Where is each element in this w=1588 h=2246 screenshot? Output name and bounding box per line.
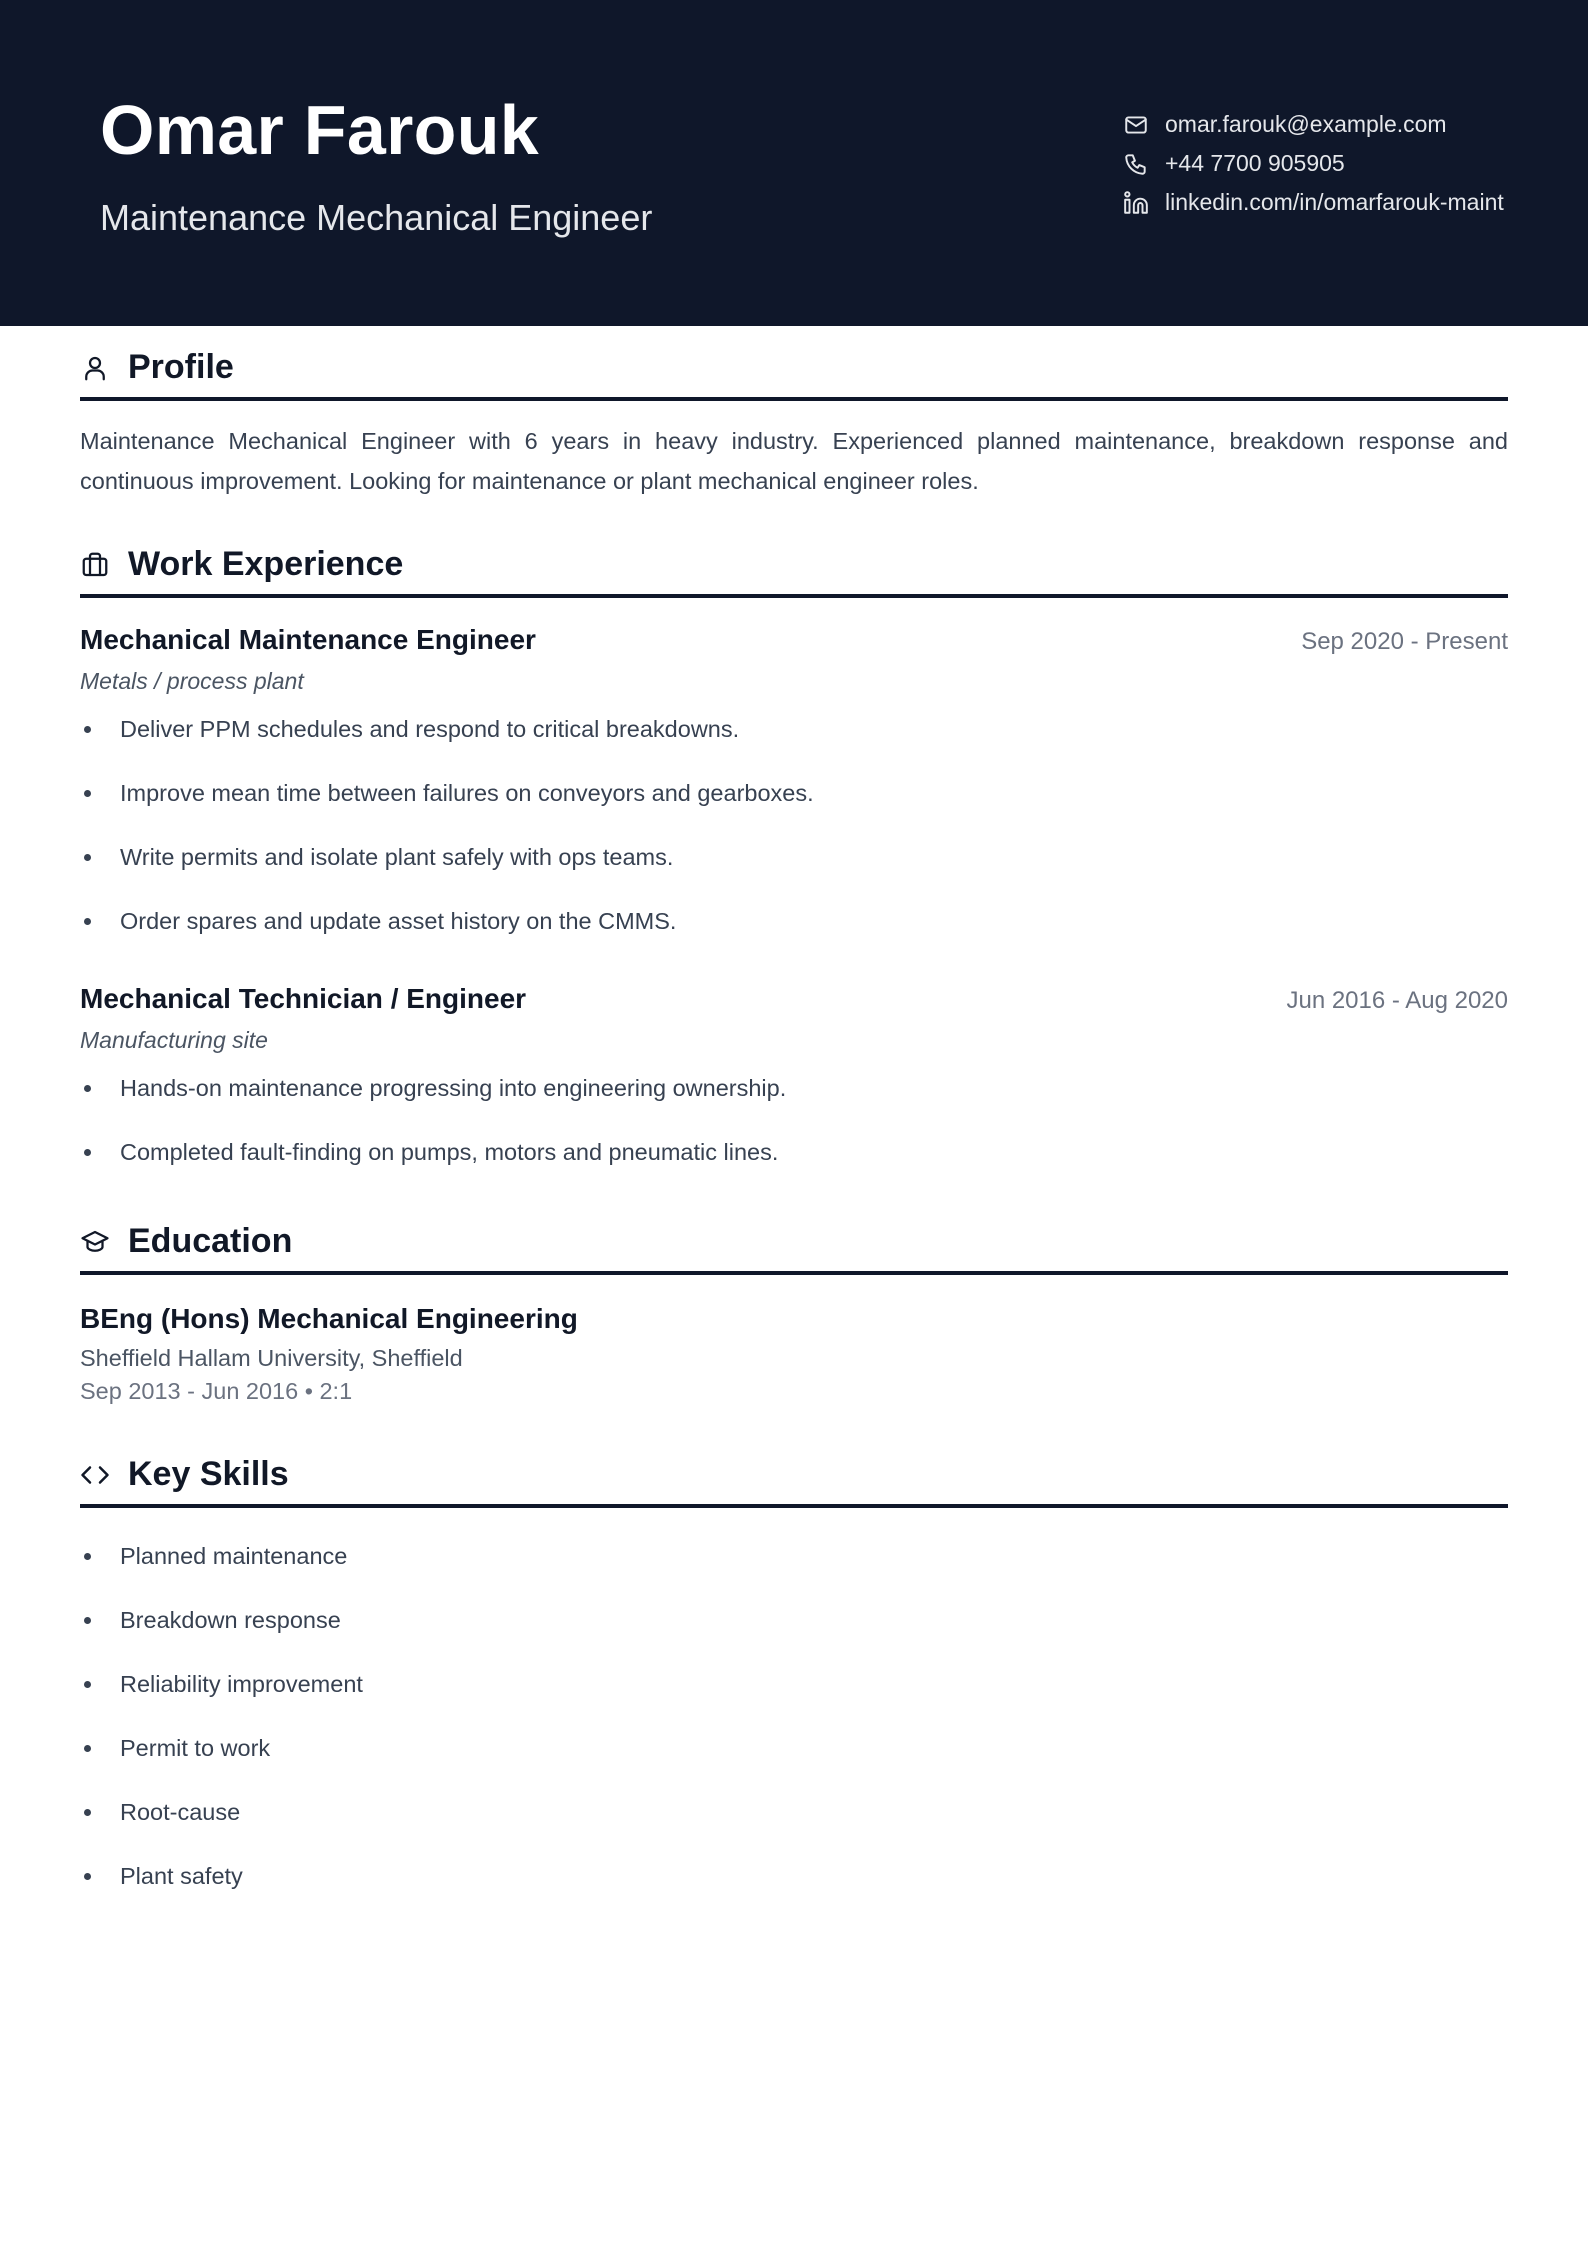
mail-icon [1123,112,1149,138]
contact-phone[interactable] [1123,144,1504,183]
skills-title: Key Skills [128,1455,289,1493]
code-icon [80,1460,110,1490]
linkedin-icon [1123,190,1149,216]
list-item: Write permits and isolate plant safely with ops teams. [80,841,1508,905]
job-dates: Sep 2020 - Present [1301,628,1508,655]
job-dates: Jun 2016 - Aug 2020 [1286,987,1508,1014]
list-item: Reliability improvement [80,1668,1508,1732]
contact-email[interactable] [1123,105,1504,144]
experience-section [80,545,1508,1200]
list-item: Planned maintenance [80,1540,1508,1604]
contact-email-text: omar.farouk@example.com [1165,111,1447,137]
education-section [80,1222,1508,1405]
list-item: Completed fault-finding on pumps, motors and pneumatic lines. [80,1136,1508,1200]
resume-header [0,0,1588,326]
education-title: Education [128,1222,293,1260]
profile-heading [80,348,1508,401]
list-item: Breakdown response [80,1604,1508,1668]
job-bullets [80,1072,1508,1200]
list-item: Hands-on maintenance progressing into engineering ownership. [80,1072,1508,1136]
skills-heading [80,1455,1508,1508]
contact-linkedin-text: linkedin.com/in/omarfarouk-maint [1165,189,1504,215]
contact-linkedin[interactable] [1123,183,1504,222]
experience-heading [80,545,1508,598]
experience-title: Work Experience [128,545,404,583]
phone-icon [1123,151,1149,177]
education-heading [80,1222,1508,1275]
list-item: Deliver PPM schedules and respond to critical breakdowns. [80,713,1508,777]
list-item: Order spares and update asset history on the CMMS. [80,905,1508,969]
job-entry [80,983,1508,1200]
contact-phone-text: +44 7700 905905 [1165,150,1345,176]
profile-title: Profile [128,348,234,386]
user-icon [80,353,110,383]
candidate-title: Maintenance Mechanical Engineer [100,197,653,238]
list-item: Root-cause [80,1796,1508,1860]
skills-list [80,1540,1508,1924]
job-role: Mechanical Technician / Engineer [80,983,527,1014]
job-company: Manufacturing site [80,1027,268,1053]
candidate-name: Omar Farouk [100,91,539,169]
list-item: Improve mean time between failures on conveyors and gearboxes. [80,777,1508,841]
list-item: Plant safety [80,1860,1508,1924]
job-company: Metals / process plant [80,668,304,694]
edu-dates: Sep 2013 - Jun 2016 • 2:1 [80,1378,353,1404]
job-entry [80,624,1508,969]
list-item: Permit to work [80,1732,1508,1796]
graduation-cap-icon [80,1227,110,1257]
job-role: Mechanical Maintenance Engineer [80,624,536,655]
resume-body [0,326,1588,1924]
profile-text: Maintenance Mechanical Engineer with 6 years in heavy industry. Experienced planned maintenance, breakdown response and continuous improvement. Looking for maintenance or plant mechanical engineer roles. [80,428,1508,494]
skills-section [80,1455,1508,1924]
profile-section [80,326,1508,501]
edu-school: Sheffield Hallam University, Sheffield [80,1345,463,1371]
job-bullets [80,713,1508,969]
briefcase-icon [80,550,110,580]
edu-degree: BEng (Hons) Mechanical Engineering [80,1303,578,1334]
contact-list [1123,105,1504,222]
